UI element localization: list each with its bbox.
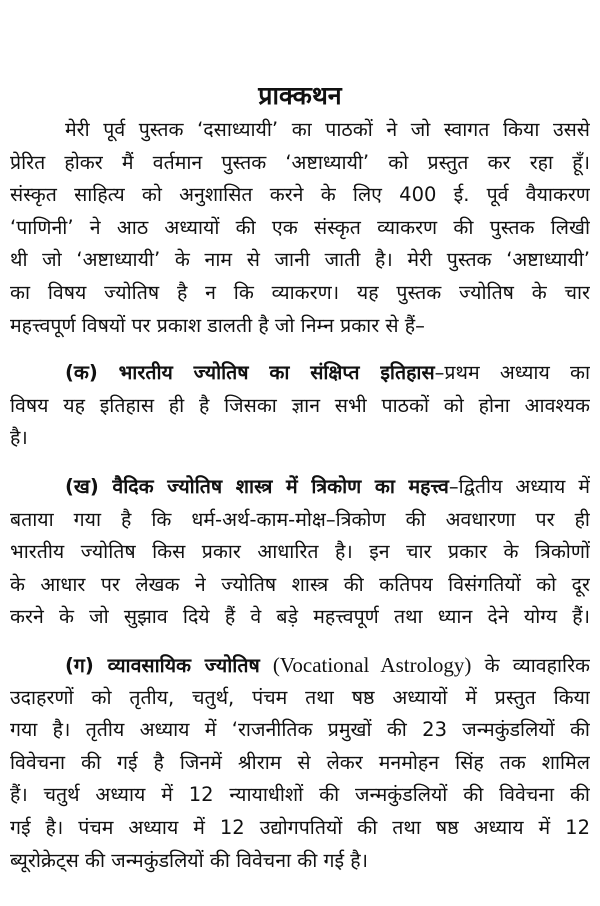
text-line: के आधार पर लेखक ने ज्योतिष शास्त्र की कतिपय विसंगतियों को दूर xyxy=(10,572,590,596)
page-title: प्राक्कथन xyxy=(258,81,342,110)
text-line: ब्यूरोक्रेट्स की जन्मकुंडलियों की विवेचना की गई है। xyxy=(10,848,368,872)
text-line: थी जो ‘अष्टाध्यायी’ के नाम से जानी जाती है। मेरी पुस्तक ‘अष्टाध्यायी’ xyxy=(10,248,590,272)
text-line: है। xyxy=(10,426,28,450)
text-line: उदाहरणों को तृतीय, चतुर्थ, पंचम तथा षष्ठ अध्यायों में प्रस्तुत किया xyxy=(10,685,590,709)
section-heading: (क) भारतीय ज्योतिष का संक्षिप्त इतिहास xyxy=(65,361,435,384)
text-line: करने के जो सुझाव दिये हैं वे बड़े महत्त्वपूर्ण तथा ध्यान देने योग्य हैं। xyxy=(10,605,590,629)
text-line xyxy=(10,471,590,504)
text-line: प्रेरित होकर मैं वर्तमान पुस्तक ‘अष्टाध्यायी’ को प्रस्तुत कर रहा हूँ। xyxy=(10,150,590,174)
text-span: के व्यावहारिक xyxy=(484,654,590,677)
english-term: (Vocational Astrology) xyxy=(272,653,472,677)
text-line: संस्कृत साहित्य को अनुशासित करने के लिए 400 ई. पूर्व वैयाकरण xyxy=(10,183,590,207)
text-span: –द्वितीय अध्याय में xyxy=(448,475,590,498)
text-line: मेरी पूर्व पुस्तक ‘दसाध्यायी’ का पाठकों ने जो स्वागत किया उससे xyxy=(65,118,590,141)
text-span: –प्रथम अध्याय का xyxy=(434,361,590,384)
text-line xyxy=(10,357,590,390)
text-line: हैं। चतुर्थ अध्याय में 12 न्यायाधीशों की जन्मकुंडलियों की विवेचना की xyxy=(10,783,590,807)
section-heading: (ग) व्यावसायिक ज्योतिष xyxy=(65,654,260,677)
text-line: बताया गया है कि धर्म-अर्थ-काम-मोक्ष–त्रिकोण की अवधारणा पर ही xyxy=(10,507,590,531)
text-line: गया है। तृतीय अध्याय में ‘राजनीतिक प्रमुखों की 23 जन्मकुंडलियों की xyxy=(10,718,590,742)
text-line: गई है। पंचम अध्याय में 12 उद्योगपतियों की तथा षष्ठ अध्याय में 12 xyxy=(10,815,590,839)
section-kha-paragraph xyxy=(10,471,590,634)
text-line: विषय यह इतिहास ही है जिसका ज्ञान सभी पाठकों को होना आवश्यक xyxy=(10,393,590,417)
section-ka-paragraph xyxy=(10,357,590,455)
section-ga-paragraph xyxy=(10,649,590,877)
text-line: ‘पाणिनी’ ने आठ अध्यायों की एक संस्कृत व्याकरण की पुस्तक लिखी xyxy=(10,215,590,239)
text-line: महत्त्वपूर्ण विषयों पर प्रकाश डालती है जो निम्न प्रकार से हैं– xyxy=(10,313,425,337)
section-heading: (ख) वैदिक ज्योतिष शास्त्र में त्रिकोण का महत्त्व xyxy=(65,475,449,498)
text-line xyxy=(10,649,590,682)
text-line: विवेचना की गई है जिनमें श्रीराम से लेकर मनमोहन सिंह तक शामिल xyxy=(10,750,590,774)
text-line: भारतीय ज्योतिष किस प्रकार आधारित है। इन चार प्रकार के त्रिकोणों xyxy=(10,540,590,564)
text-line: का विषय ज्योतिष है न कि व्याकरण। यह पुस्तक ज्योतिष के चार xyxy=(10,280,590,304)
intro-paragraph xyxy=(10,114,590,342)
